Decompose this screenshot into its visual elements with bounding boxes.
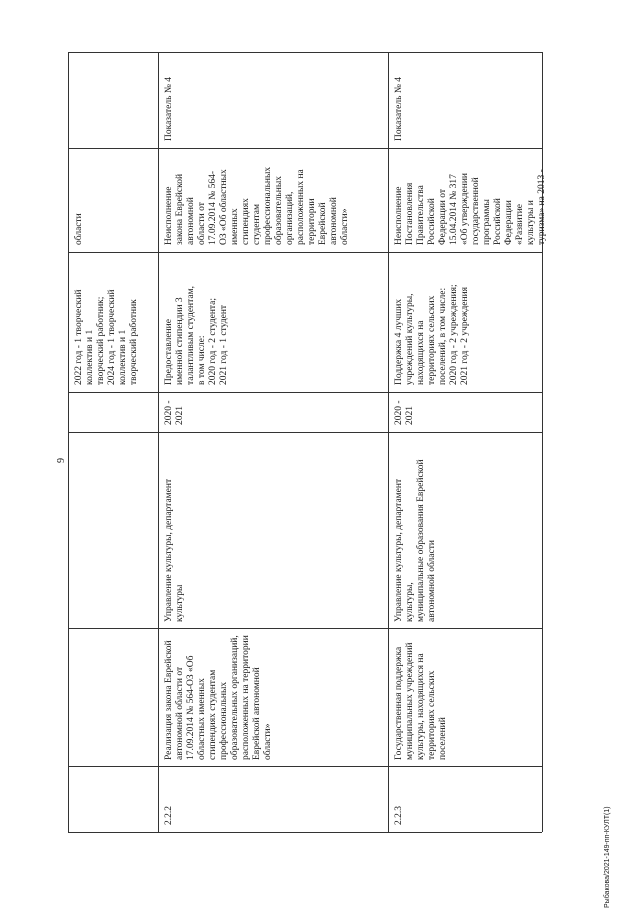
footer-code: Рыбакова/2021-149-пп-КУЛТ(1) <box>604 806 611 908</box>
row-2-2-3-indicator: Показатель № 4 <box>394 76 404 141</box>
row-2-2-2-result: Предоставление именной стипендии 3 талантливым студентам, в том числе: 2020 год - 2 студента; 2021 год - 1 студент <box>164 285 229 385</box>
row-2-2-2-consequence: Неисполнение закона Еврейской автономной области от 17.09.2014 № 564- ОЗ «Об областных именных стипендиях студентам профессиональных образовательных организаций, расположенных на территории Еврейской автономной области» <box>164 166 350 245</box>
row-2-2-3-consequence: Неисполнение Постановления Правительства Российской Федерации от 15.04.2014 № 317 «Об утверждении государственной программы Российской Федерации «Развитие культуры и туризма» на 2013 - <box>394 169 547 245</box>
top-result-cell: 2022 год - 1 творческий коллектив и 1 творческий работник; 2024 год - 1 творческий коллектив и 1 творческий работник <box>74 289 139 385</box>
row-2-2-3-number: 2.2.3 <box>394 806 404 825</box>
row-2-2-3-period: 2020 - 2021 <box>394 400 415 425</box>
row-2-2-3-name: Государственная поддержка муниципальных учреждений культуры, находящихся на территориях сельских поселений <box>394 642 448 760</box>
row-2-2-3-result: Поддержка 4 лучших учреждений культуры, находящихся на территориях сельских поселений, в том числе: 2020 год - 2 учреждения; 2021 год - 2 учреждения <box>394 284 470 385</box>
row-2-2-2-indicator: Показатель № 4 <box>164 76 174 141</box>
top-consequence-cell: области <box>74 213 84 245</box>
row-2-2-2-executor: Управление культуры, департамент культуры <box>164 478 185 622</box>
row-2-2-3-executor: Управление культуры, департамент культуры, муниципальные образования Еврейской автономной области <box>394 459 437 622</box>
row-2-2-2-number: 2.2.2 <box>164 806 174 825</box>
row-2-2-2-name: Реализация закона Еврейской автономной области от 17.09.2014 № 564-ОЗ «Об областных именных стипендиях студентам профессиональных образовательных организаций, расположенных на территории Еврейской автономной области» <box>164 635 273 760</box>
row-2-2-2-period: 2020 - 2021 <box>164 400 185 425</box>
page-number: 9 <box>56 458 67 463</box>
